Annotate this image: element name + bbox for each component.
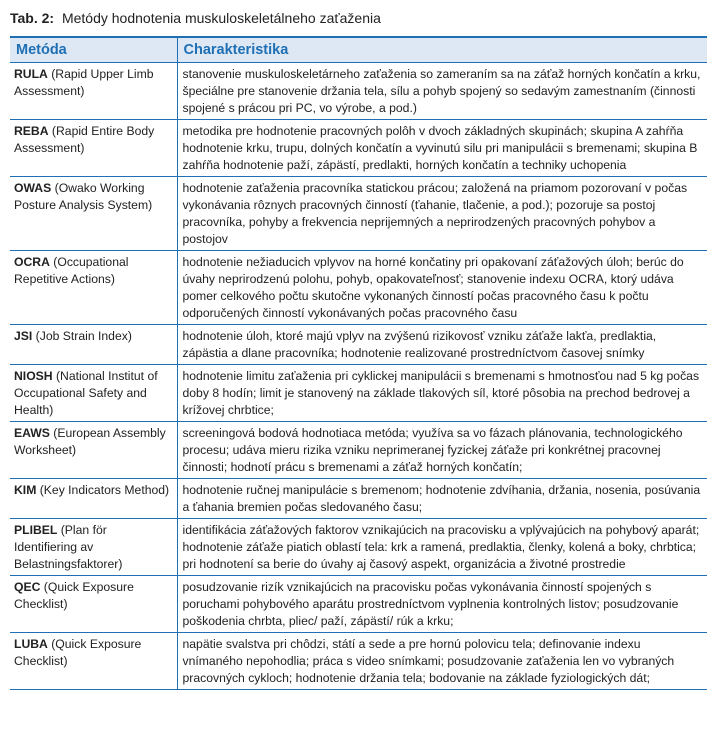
method-full-name: (Quick Exposure Checklist) <box>14 580 134 611</box>
table-label: Tab. 2: <box>10 10 55 26</box>
table-row <box>10 63 707 120</box>
method-cell <box>10 365 177 422</box>
method-abbr: EAWS <box>14 426 50 440</box>
characteristic-cell: posudzovanie rizík vznikajúcich na pracovisku počas vykonávania činností spojených s poruchami pohybového aparátu prostredníctvom vyplnenia kontrolných listov; posudzovanie poškodenia chrbta, pliec/ paží, zápästí/ rúk a krku; <box>177 576 707 633</box>
method-abbr: OWAS <box>14 181 52 195</box>
table-row <box>10 422 707 479</box>
method-full-name: (Rapid Entire Body Assessment) <box>14 124 155 155</box>
characteristic-cell: hodnotenie nežiaducich vplyvov na horné končatiny pri opakovaní záťažových úloh; berúc do úvahy neprirodzenú polohu, pohyb, opakovateľnosť; stanovenie indexu OCRA, ktorý udáva pomer celkového počtu skutočne vykonaných činností počas pracovného času k počtu odporučených činností vykonávaných počas pracovného času <box>177 251 707 325</box>
method-cell <box>10 519 177 576</box>
method-abbr: RULA <box>14 67 48 81</box>
method-full-name: (Plan för Identifiering av Belastningsfaktorer) <box>14 523 123 571</box>
table-row <box>10 633 707 690</box>
method-abbr: QEC <box>14 580 41 594</box>
characteristic-cell: hodnotenie limitu zaťaženia pri cyklickej manipulácii s bremenami s hmotnosťou nad 5 kg počas doby 8 hodín; limit je stanovený na základe tlakových síl, ktoré pôsobia na prechod bedrovej a krížovej chrbtice; <box>177 365 707 422</box>
table-row <box>10 251 707 325</box>
method-full-name: (National Institut of Occupational Safety and Health) <box>14 369 158 417</box>
table-row <box>10 325 707 365</box>
table-row <box>10 177 707 251</box>
table-row <box>10 120 707 177</box>
method-abbr: OCRA <box>14 255 50 269</box>
method-full-name: (European Assembly Worksheet) <box>14 426 166 457</box>
method-abbr: PLIBEL <box>14 523 58 537</box>
table-row <box>10 576 707 633</box>
characteristic-cell: napätie svalstva pri chôdzi, státí a sede a pre hornú polovicu tela; definovanie indexu vnímaného nepohodlia; práca s video snímkami; posudzovanie zaťaženia len vo vybraných pracovných cykloch; hodnotenie držania tela; bodovanie na základe fyziologických dát; <box>177 633 707 690</box>
characteristic-cell: hodnotenie ručnej manipulácie s bremenom; hodnotenie zdvíhania, držania, nosenia, posúvania a ťahania bremien počas sledovaného času; <box>177 479 707 519</box>
method-abbr: KIM <box>14 483 37 497</box>
method-cell <box>10 251 177 325</box>
method-cell <box>10 576 177 633</box>
method-cell <box>10 177 177 251</box>
header-characteristic: Charakteristika <box>177 37 707 63</box>
method-abbr: NIOSH <box>14 369 53 383</box>
table-caption <box>10 10 381 26</box>
table-title: Metódy hodnotenia muskuloskeletálneho zaťaženia <box>61 10 381 26</box>
characteristic-cell: stanovenie muskuloskeletárneho zaťaženia so zameraním sa na záťaž horných končatín a krku, špeciálne pre stanovenie držania tela, sílu a pohyb spojený so sedavým zamestnaním (činnosti spojené s prácou pri PC, vo výrobe, a pod.) <box>182 67 701 115</box>
method-cell <box>10 63 177 120</box>
method-cell <box>10 479 177 519</box>
method-full-name: (Occupational Repetitive Actions) <box>14 255 129 286</box>
characteristic-cell: hodnotenie úloh, ktoré majú vplyv na zvýšenú rizikovosť vzniku záťaže lakťa, predlaktia, zápästia a dlane pracovníka; hodnotenie realizované prostredníctvom časovej snímky <box>177 325 707 365</box>
method-full-name: (Owako Working Posture Analysis System) <box>14 181 153 212</box>
method-cell <box>10 325 177 365</box>
table-row <box>10 479 707 519</box>
characteristic-cell: identifikácia záťažových faktorov vznikajúcich na pracovisku a vplývajúcich na pohybový aparát; hodnotenie záťaže piatich oblastí tela: krk a ramená, predlaktia, členky, kolená a boky, chrbtica; pri hodnotení sa berie do úvahy aj časový aspekt, organizácia a životné prostredie <box>177 519 707 576</box>
method-full-name: (Job Strain Index) <box>32 329 132 343</box>
method-full-name: (Key Indicators Method) <box>36 483 170 497</box>
method-full-name: (Quick Exposure Checklist) <box>14 637 142 668</box>
method-abbr: JSI <box>14 329 33 343</box>
method-full-name: (Rapid Upper Limb Assessment) <box>14 67 154 98</box>
method-cell <box>10 422 177 479</box>
header-method: Metóda <box>10 37 177 63</box>
header-row <box>10 37 707 63</box>
methods-table <box>10 36 707 690</box>
method-abbr: REBA <box>14 124 49 138</box>
characteristic-cell: metodika pre hodnotenie pracovných polôh v dvoch základných skupinách; skupina A zahŕňa hodnotenie krku, trupu, dolných končatín a vyvinutú silu pri manipulácii s bremenami; skupina B zahŕňa hodnotenie paží, zápästí, predlakti, horných končatín a techniky uchopenia <box>177 120 707 177</box>
characteristic-cell: hodnotenie zaťaženia pracovníka statickou prácou; založená na priamom pozorovaní v počas vykonávania rôznych pracovných činností (ťahanie, tlačenie, a pod.); pozoruje sa postoj pracovníka, pohyby a frekvencia neprijemných a neprirodzených pracovných pohybov a postojov <box>177 177 707 251</box>
method-abbr: LUBA <box>14 637 48 651</box>
method-cell <box>10 633 177 690</box>
method-cell <box>10 120 177 177</box>
table-row <box>10 365 707 422</box>
table-row <box>10 519 707 576</box>
characteristic-cell: screeningová bodová hodnotiaca metóda; využíva sa vo fázach plánovania, technologického procesu; udáva mieru rizika vzniku neprimeranej fyzickej záťaže pri konkrétnej pracovnej činnosti; hodnotí prácu s bremenami a záťaž horných končatín; <box>177 422 707 479</box>
